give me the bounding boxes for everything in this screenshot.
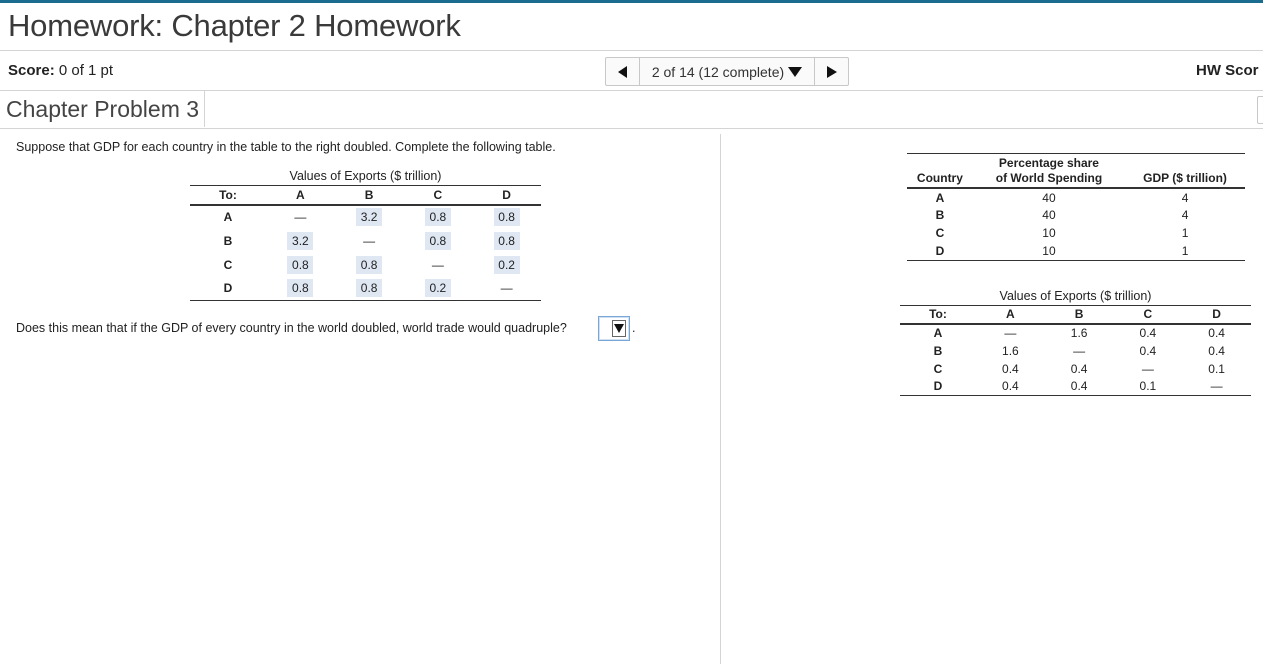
answer-table-caption: Values of Exports ($ trillion) bbox=[289, 169, 442, 183]
table-cell: 0.1 bbox=[1114, 378, 1183, 396]
page-title: Homework: Chapter 2 Homework bbox=[8, 8, 461, 43]
column-header: A bbox=[266, 186, 335, 205]
table-cell: — bbox=[1182, 378, 1251, 396]
answer-input[interactable]: 0.8 bbox=[356, 279, 382, 297]
triangle-right-icon bbox=[827, 66, 837, 78]
column-header: To: bbox=[900, 306, 976, 324]
table-row bbox=[190, 205, 541, 229]
answer-input[interactable]: 0.8 bbox=[287, 279, 313, 297]
table-cell: 0.4 bbox=[1139, 343, 1157, 358]
answer-input[interactable]: 3.2 bbox=[287, 232, 313, 250]
column-header bbox=[973, 154, 1125, 189]
table-row bbox=[190, 229, 541, 253]
row-header: B bbox=[223, 233, 233, 248]
table-cell: — bbox=[1004, 326, 1017, 340]
table-row bbox=[907, 242, 1245, 260]
table-cell: 4 bbox=[1181, 208, 1189, 222]
divider bbox=[0, 128, 1263, 129]
row-header: B bbox=[935, 208, 945, 222]
row-header: C bbox=[223, 257, 233, 272]
top-accent-bar bbox=[0, 0, 1263, 3]
table-cell: 1.6 bbox=[1070, 326, 1088, 340]
answer-input[interactable]: 0.8 bbox=[356, 256, 382, 274]
gdp-table bbox=[907, 153, 1245, 261]
column-header: D bbox=[1182, 306, 1251, 324]
table-cell: 0.4 bbox=[1208, 326, 1225, 340]
table-cell: 10 bbox=[973, 242, 1125, 260]
score-value: 0 of 1 pt bbox=[58, 62, 114, 79]
problem-title: Chapter Problem 3 bbox=[0, 91, 205, 127]
question-navigator bbox=[605, 57, 849, 86]
row-header: D bbox=[900, 378, 976, 396]
table-row bbox=[190, 277, 541, 301]
question-text: Does this mean that if the GDP of every country in the world doubled, world trade would quadruple? bbox=[16, 321, 567, 335]
table-cell: 10 bbox=[1042, 226, 1056, 240]
answer-input[interactable]: 0.2 bbox=[494, 256, 520, 274]
table-cell: 0.4 bbox=[1002, 361, 1019, 376]
question-progress: 2 of 14 (12 complete) bbox=[651, 63, 785, 80]
row-header: A bbox=[223, 210, 233, 224]
next-question-button[interactable] bbox=[814, 58, 848, 85]
toolbar-button-stub[interactable] bbox=[1257, 96, 1263, 124]
table-row bbox=[900, 324, 1251, 342]
table-cell: 0.4 bbox=[1208, 343, 1225, 358]
triangle-down-icon bbox=[614, 324, 624, 333]
table-cell: 1 bbox=[1125, 242, 1245, 260]
table-cell: — bbox=[1141, 361, 1154, 376]
answer-input[interactable]: 0.8 bbox=[494, 232, 520, 250]
table-cell: — bbox=[472, 277, 541, 301]
column-header: A bbox=[976, 306, 1045, 324]
column-header: C bbox=[1114, 306, 1183, 324]
column-header: C bbox=[404, 186, 473, 205]
answer-input[interactable]: 0.8 bbox=[287, 256, 313, 274]
answer-input[interactable]: 0.8 bbox=[425, 208, 451, 226]
problem-instructions: Suppose that GDP for each country in the table to the right doubled. Complete the following table. bbox=[16, 140, 556, 154]
table-cell: 1 bbox=[1181, 226, 1189, 240]
triangle-down-icon bbox=[788, 67, 802, 77]
triangle-left-icon bbox=[618, 66, 628, 78]
header-line: Percentage share bbox=[998, 156, 1099, 170]
answer-input[interactable]: 3.2 bbox=[356, 208, 382, 226]
table-cell: 0.4 bbox=[1139, 326, 1157, 340]
row-header: A bbox=[933, 326, 943, 340]
table-cell: 0.1 bbox=[1208, 361, 1225, 376]
table-cell: 0.4 bbox=[1045, 378, 1114, 396]
answer-dropdown[interactable] bbox=[598, 316, 630, 341]
table-row bbox=[190, 253, 541, 277]
score-display bbox=[8, 62, 113, 79]
question-period: . bbox=[632, 321, 636, 335]
table-cell: — bbox=[363, 233, 376, 248]
row-header: D bbox=[907, 242, 973, 260]
table-row bbox=[907, 206, 1245, 224]
header-line: of World Spending bbox=[995, 171, 1103, 185]
answer-input[interactable]: 0.8 bbox=[494, 208, 520, 226]
table-cell: 40 bbox=[1042, 190, 1056, 205]
column-header: Country bbox=[907, 154, 973, 189]
column-header: B bbox=[335, 186, 404, 205]
row-header: D bbox=[190, 277, 266, 301]
table-cell: — bbox=[1073, 343, 1086, 358]
column-header: GDP ($ trillion) bbox=[1125, 154, 1245, 189]
row-header: A bbox=[935, 190, 945, 205]
table-cell: 4 bbox=[1181, 190, 1189, 205]
table-row bbox=[907, 224, 1245, 242]
divider bbox=[0, 50, 1263, 51]
score-label: Score: bbox=[8, 62, 55, 79]
table-row bbox=[900, 360, 1251, 378]
table-cell: — bbox=[294, 210, 307, 224]
row-header: C bbox=[933, 361, 943, 376]
column-header: B bbox=[1045, 306, 1114, 324]
exports-table bbox=[900, 305, 1251, 396]
table-cell: — bbox=[431, 257, 444, 272]
answer-input[interactable]: 0.8 bbox=[425, 232, 451, 250]
exports-table-caption: Values of Exports ($ trillion) bbox=[999, 289, 1152, 303]
previous-question-button[interactable] bbox=[606, 58, 640, 85]
table-cell: 0.4 bbox=[976, 378, 1045, 396]
answer-input[interactable]: 0.2 bbox=[425, 279, 451, 297]
hw-score-label: HW Scor bbox=[1196, 62, 1259, 79]
table-row bbox=[907, 188, 1245, 206]
column-header: To: bbox=[190, 186, 266, 205]
answer-table bbox=[190, 185, 541, 301]
column-header: D bbox=[472, 186, 541, 205]
table-cell: 0.4 bbox=[1070, 361, 1088, 376]
table-cell: 1.6 bbox=[1002, 343, 1019, 358]
dropdown-toggle[interactable] bbox=[612, 320, 626, 337]
table-row bbox=[900, 342, 1251, 360]
row-header: C bbox=[935, 226, 945, 240]
table-row bbox=[900, 378, 1251, 396]
table-cell: 40 bbox=[1042, 208, 1056, 222]
question-selector[interactable] bbox=[640, 58, 814, 85]
row-header: B bbox=[933, 343, 943, 358]
pane-divider bbox=[720, 134, 721, 664]
